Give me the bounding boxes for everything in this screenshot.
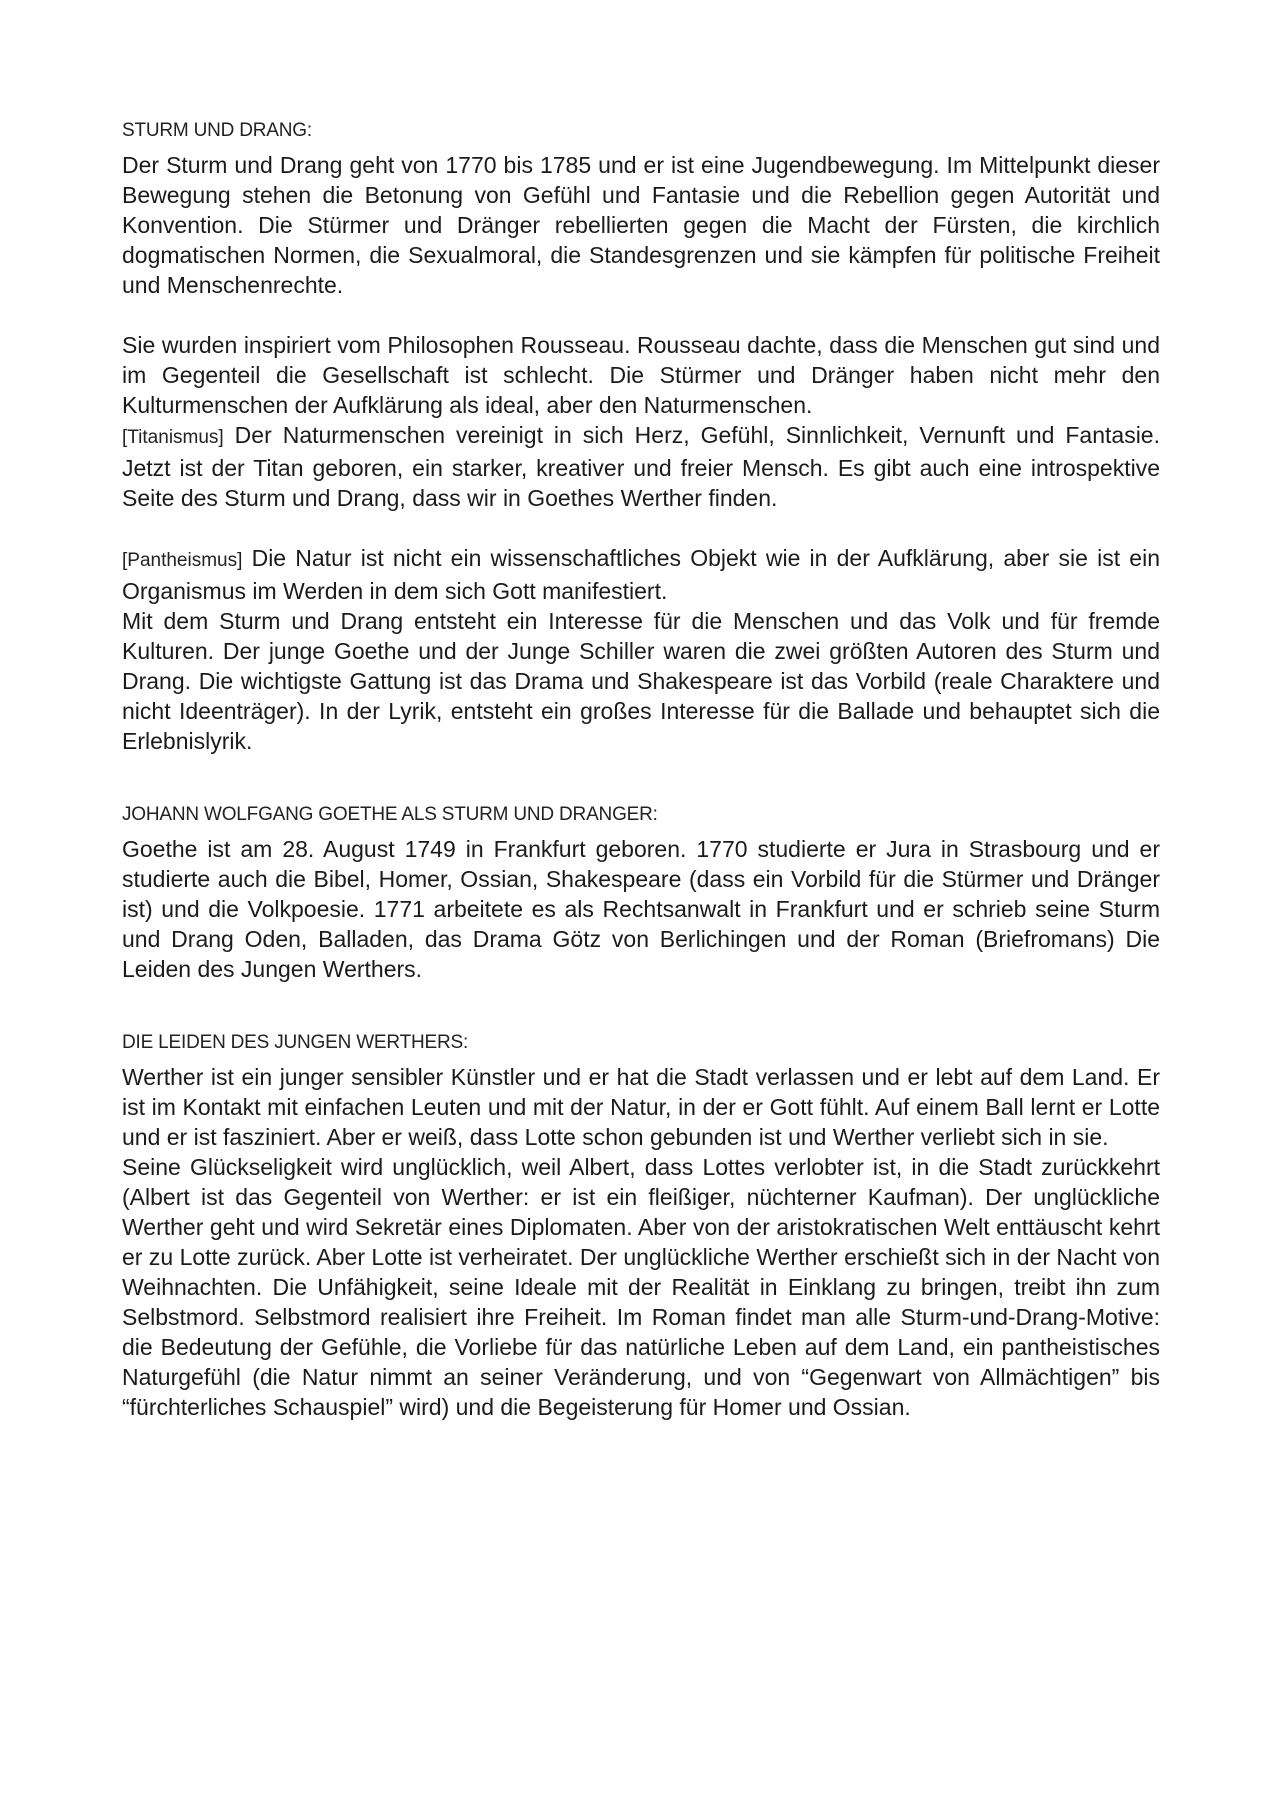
heading-sturm-und-drang: STURM UND DRANG: (122, 120, 312, 141)
paragraph-rousseau: Sie wurden inspiriert vom Philosophen Rousseau. Rousseau dachte, dass die Menschen gut sind und im Gegenteil die Gesellschaft ist schlecht. Die Stürmer und Dränger haben nicht mehr den Kulturmenschen der Aufklärung als ideal, aber den Naturmenschen. (122, 332, 1160, 418)
paragraph-pantheismus-text: Die Natur ist nicht ein wissenschaftliches Objekt wie in der Aufklärung, aber sie ist ein Organismus im Werden in dem sich Gott manifestiert. (122, 545, 1160, 604)
heading-goethe: JOHANN WOLFGANG GOETHE ALS STURM UND DRANGER: (122, 804, 658, 825)
paragraph-titanismus-text: Der Naturmenschen vereinigt in sich Herz, Gefühl, Sinnlichkeit, Vernunft und Fantasie. Jetzt ist der Titan geboren, ein starker, kreativer und freier Mensch. Es gibt auch eine introspektive Seite des Sturm und Drang, dass wir in Goethes Werther finden. (122, 422, 1160, 511)
paragraph-werther-2: Seine Glückseligkeit wird unglücklich, weil Albert, dass Lottes verlobter ist, in die Stadt zurückkehrt (Albert ist das Gegenteil von Werther: er ist ein fleißiger, nüchterner Kaufman). Der unglückliche Werther geht und wird Sekretär eines Diplomaten. Aber von der aristokratischen Welt enttäuscht kehrt er zu Lotte zurück. Aber Lotte ist verheiratet. Der unglückliche Werther erschießt sich in der Nacht von Weihnachten. Die Unfähigkeit, seine Ideale mit der Realität in Einklang zu bringen, treibt ihn zum Selbstmord. Selbstmord realisiert ihre Freiheit. Im Roman findet man alle Sturm-und-Drang-Motive: die Bedeutung der Gefühle, die Vorliebe für das natürliche Leben auf dem Land, ein pantheistisches Naturgefühl (die Natur nimmt an seiner Veränderung, und von “Gegenwart von Allmächtigen” bis “fürchterliches Schauspiel” wird) und die Begeisterung für Homer und Ossian. (122, 1154, 1160, 1420)
paragraph-sturm-intro: Der Sturm und Drang geht von 1770 bis 1785 und er ist eine Jugendbewegung. Im Mittelpunkt dieser Bewegung stehen die Betonung von Gefühl und Fantasie und die Rebellion gegen Autorität und Konvention. Die Stürmer und Dränger rebellierten gegen die Macht der Fürsten, die kirchlich dogmatischen Normen, die Sexualmoral, die Standesgrenzen und sie kämpfen für politische Freiheit und Menschenrechte. (122, 152, 1160, 298)
document-page (122, 118, 1160, 1422)
tag-pantheismus: [Pantheismus] (122, 550, 243, 571)
paragraph-goethe: Goethe ist am 28. August 1749 in Frankfurt geboren. 1770 studierte er Jura in Strasbourg und er studierte auch die Bibel, Homer, Ossian, Shakespeare (dass ein Vorbild für die Stürmer und Dränger ist) und die Volkpoesie. 1771 arbeitete es als Rechtsanwalt in Frankfurt und er schrieb seine Sturm und Drang Oden, Balladen, das Drama Götz von Berlichingen und der Roman (Briefromans) Die Leiden des Jungen Werthers. (122, 836, 1160, 982)
paragraph-titanismus (122, 420, 1160, 513)
tag-titanismus: [Titanismus] (122, 427, 224, 448)
paragraph-werther-1: Werther ist ein junger sensibler Künstler und er hat die Stadt verlassen und er lebt auf dem Land. Er ist im Kontakt mit einfachen Leuten und mit der Natur, in der er Gott fühlt. Auf einem Ball lernt er Lotte und er ist fasziniert. Aber er weiß, dass Lotte schon gebunden ist und Werther verliebt sich in sie. (122, 1064, 1160, 1150)
paragraph-pantheismus (122, 543, 1160, 606)
heading-werther: DIE LEIDEN DES JUNGEN WERTHERS: (122, 1032, 469, 1053)
paragraph-interesse: Mit dem Sturm und Drang entsteht ein Interesse für die Menschen und das Volk und für fremde Kulturen. Der junge Goethe und der Junge Schiller waren die zwei größten Autoren des Sturm und Drang. Die wichtigste Gattung ist das Drama und Shakespeare ist das Vorbild (reale Charaktere und nicht Ideenträger). In der Lyrik, entsteht ein großes Interesse für die Ballade und behauptet sich die Erlebnislyrik. (122, 608, 1160, 754)
